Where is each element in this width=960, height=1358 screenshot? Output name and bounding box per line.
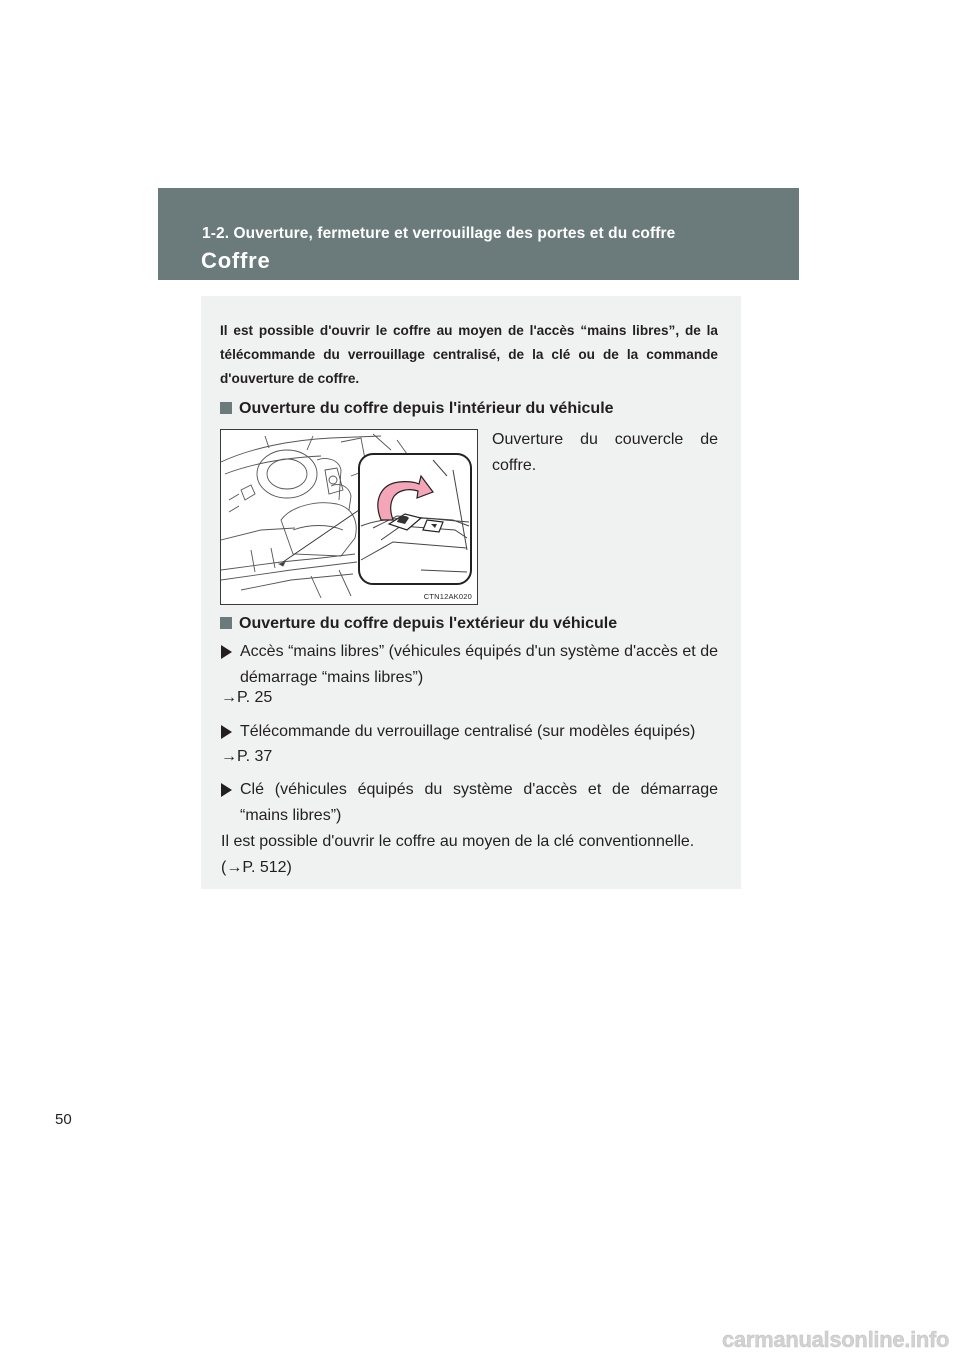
svg-text:carmanualsonline.info: carmanualsonline.info — [722, 1327, 950, 1352]
subheading-exterior-label: Ouverture du coffre depuis l'extérieur du véhicule — [239, 615, 618, 632]
intro-text: Il est possible d'ouvrir le coffre au moyen de l'accès “mains libres”, de la télécommande du verrouillage centralisé, de la clé ou de la commande d'ouverture de coffre. — [220, 323, 718, 386]
figure-code: CTN12AK020 — [423, 592, 472, 601]
bullet-item-key — [217, 777, 718, 829]
bullet-text: Accès “mains libres” (véhicules équipés d'un système d'accès et de démarrage “mains libres”) — [240, 643, 718, 686]
right-arrow-icon: → — [221, 689, 237, 706]
bullet-text: Clé (véhicules équipés du système d'accès et de démarrage “mains libres”) — [240, 781, 718, 824]
header-band — [158, 188, 799, 280]
subheading-interior-label: Ouverture du coffre depuis l'intérieur du véhicule — [239, 400, 614, 417]
figure-caption: Ouverture du couvercle de coffre. — [492, 431, 718, 474]
triangle-bullet-icon — [221, 645, 232, 659]
watermark-logo — [720, 1324, 955, 1354]
key-note — [221, 829, 721, 881]
triangle-bullet-icon — [221, 783, 232, 797]
square-bullet-icon — [220, 617, 232, 629]
square-bullet-icon — [220, 402, 232, 414]
page-ref-link[interactable] — [221, 685, 272, 711]
subheading-interior — [220, 400, 614, 418]
bullet-item-remote — [217, 719, 718, 745]
bullet-item-smart-entry — [217, 639, 718, 691]
triangle-bullet-icon — [221, 725, 232, 739]
page-ref-link[interactable] — [221, 744, 272, 770]
section-title: 1-2. Ouverture, fermeture et verrouillage des portes et du coffre — [202, 225, 676, 242]
key-note-text: Il est possible d'ouvrir le coffre au moyen de la clé conventionnelle. — [221, 833, 695, 850]
page-number: 50 — [55, 1111, 72, 1128]
subheading-exterior — [220, 615, 617, 633]
car-interior-drawing — [221, 430, 477, 604]
bullet-text: Télécommande du verrouillage centralisé (sur modèles équipés) — [240, 723, 696, 740]
key-note-ref[interactable]: (→P. 512) — [221, 859, 292, 876]
page-ref-text: P. 37 — [237, 748, 273, 765]
content-box — [201, 296, 741, 889]
trunk-opener-illustration — [220, 429, 478, 605]
page-ref-text: P. 25 — [237, 689, 273, 706]
right-arrow-icon: → — [221, 748, 237, 765]
page-title: Coffre — [201, 248, 271, 273]
